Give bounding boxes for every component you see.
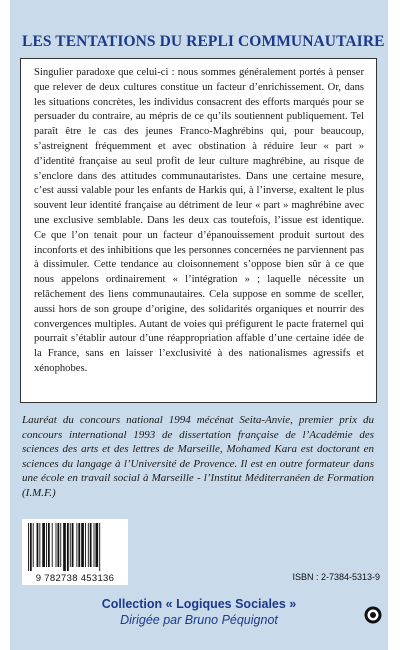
barcode-number: 9 782738 453136 xyxy=(35,573,115,584)
isbn: ISBN : 2-7384-5313-9 xyxy=(292,572,380,582)
summary-text: Singulier paradoxe que celui-ci : nous sommes généralement portés à penser que relever de deux cultures constitue un facteur d’enrichissement. Or, dans les situations concrètes, les individus consacrent des efforts marqués pour se persuader du contraire, au mépris de ce qu’ils soutiennent publiquement. Tel paraît être le cas des jeunes Franco-Maghrébins qui, pour beaucoup, s’astreignent fréquemment et avec obstination à réduire leur « part » d’identité française au seul profit de leur culture maghrébine, au risque de s’enclore dans des attitudes communautaristes. Dans une certaine mesure, c’est aussi valable pour les enfants de Harkis qui, à l’inverse, exaltent le plus souvent leur identité française au détriment de leur « part » maghrébine avec une exclusive semblable. Dans les deux cas toutefois, l’issue est identique. Ce que l’on tenait pour un facteur d’épanouissement produit surtout des inconforts et des inhibitions que les personnes concernées ne parviennent pas à dissimuler. Cette tendance au cloisonnement s’oppose bien sûr à ce que nous appelons ordinairement « l’intégration » ; laquelle nécessite un relâchement des liens communautaires. Cela suppose en somme de sceller, aussi hors de son groupe d’origine, des solidarités organiques et nourrir des convergences multiples. Autant de voies qui préfigurent le pacte fraternel qui pourrait s’établir autour d’une réappropriation affable d’une certaine idée de la France, sans en laisser l’exclusivité à des nationalismes agressifs et xénophobes. xyxy=(34,67,364,374)
page-edge-right xyxy=(388,0,400,650)
page-edge-left xyxy=(0,0,10,650)
collection-name: Collection « Logiques Sociales » xyxy=(101,597,297,611)
summary-panel xyxy=(20,58,377,403)
barcode-bars xyxy=(26,523,124,573)
author-bio: Lauréat du concours national 1994 mécénat Seita-Anvie, premier prix du concours international 1993 de dissertation française de l’Académie des sciences des arts et des lettres de Marseille, Mohamed Kara est doctorant en sciences du langage à l’Université de Provence. Il est en outre formateur dans une école en travail social à Marseille - l’Institut Méditerranéen de Formation (I.M.F.) xyxy=(22,414,374,499)
book-title: LES TENTATIONS DU REPLI COMMUNAUTAIRE xyxy=(22,33,385,50)
publisher-logo-icon xyxy=(364,606,382,624)
collection-director: Dirigée par Bruno Péquignot xyxy=(120,613,278,627)
barcode xyxy=(22,519,128,585)
